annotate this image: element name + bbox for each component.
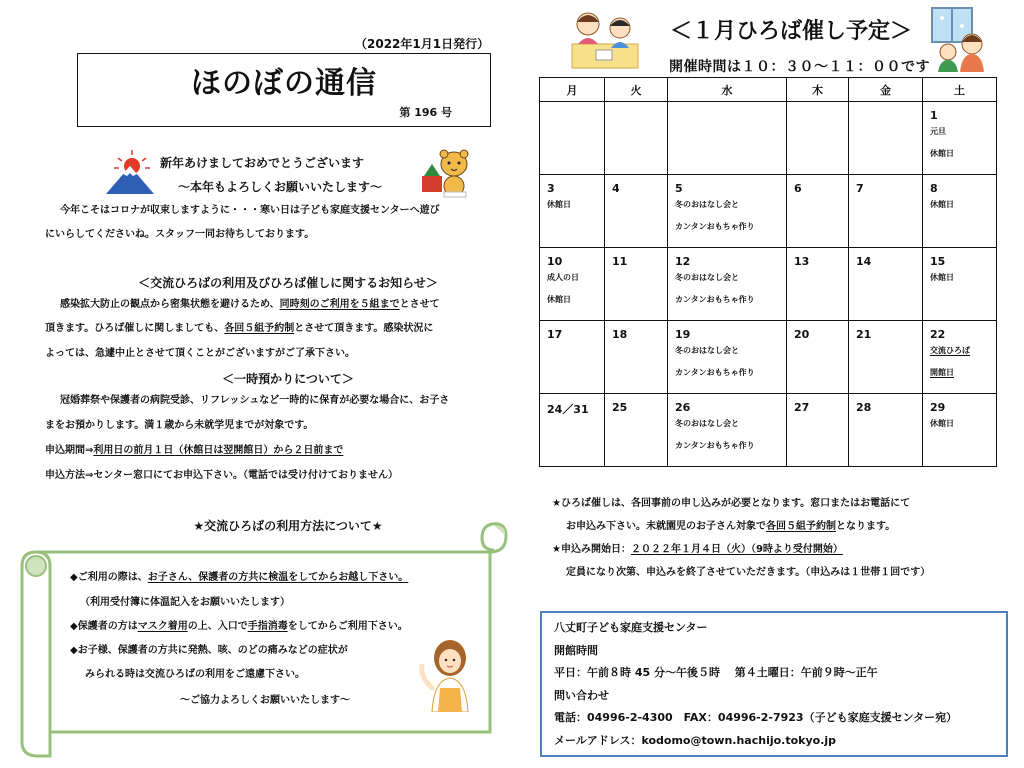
calendar-day-cell [923, 102, 997, 175]
day-event: 交流ひろば [930, 346, 970, 355]
calendar-day-cell [849, 248, 923, 321]
calendar-day-cell [923, 394, 997, 467]
notice-emphasis-1: 同時刻のご利用を５組まで [279, 299, 400, 310]
note-line-3: ★申込み開始日：２０２２年１月４日（火）（9時より受付開始） [552, 544, 843, 555]
day-event: 冬のおはなし会と [675, 273, 739, 282]
center-name: 八丈町子ども家庭支援センター [554, 621, 708, 634]
event-notes [552, 492, 930, 584]
note-line-2: お申込み下さい。未就園児のお子さん対象で各回５組予約制となります。 [566, 521, 896, 532]
issue-number: 第 196 号 [399, 106, 452, 119]
weekday-header: 火 [605, 78, 668, 102]
calendar-day-cell [923, 175, 997, 248]
calendar-day-cell [923, 248, 997, 321]
calendar-day-cell [605, 394, 668, 467]
day-event: 冬のおはなし会と [675, 419, 739, 428]
calendar-day-cell [668, 102, 787, 175]
center-info-box [540, 611, 1008, 757]
day-number: 11 [612, 255, 628, 268]
childcare-application-method: 申込方法⇒センター窓口にてお申込下さい。（電話では受け付けておりません） [45, 470, 398, 481]
greeting-line-1: 新年あけましておめでとうございます [160, 156, 365, 170]
calendar-day-cell [540, 248, 605, 321]
day-event: 開館日 [930, 368, 954, 377]
weekday-header: 金 [849, 78, 923, 102]
notice-emphasis-2: 各回５組予約制 [224, 323, 295, 334]
masthead [77, 53, 491, 127]
day-number: 13 [794, 255, 810, 268]
day-event: カンタンおもちゃ作り [675, 441, 755, 450]
usage-closing: ～ご協力よろしくお願いいたします～ [180, 695, 350, 706]
day-number: 19 [675, 328, 691, 341]
calendar-title: ＜１月ひろば催し予定＞ [670, 19, 913, 44]
usage-item-3: ◆お子様、保護者の方共に発熱、咳、のどの痛みなどの症状が [70, 645, 348, 656]
calendar-day-cell [849, 175, 923, 248]
weekday-header: 木 [787, 78, 849, 102]
notice-line-3: よっては、急遽中止とさせて頂くことがございますがご了承下さい。 [45, 348, 355, 359]
greeting-body-2: にいらしてくださいね。スタッフ一同お待ちしております。 [45, 229, 315, 240]
calendar-day-cell [849, 102, 923, 175]
children-playing-icon [566, 4, 644, 72]
day-number: 24／31 [547, 403, 589, 416]
day-event: 元旦 [930, 127, 946, 136]
calendar-week-row [540, 175, 997, 248]
calendar-day-cell [668, 321, 787, 394]
day-event: カンタンおもちゃ作り [675, 295, 755, 304]
day-number: 1 [930, 109, 938, 122]
day-event: カンタンおもちゃ作り [675, 368, 755, 377]
calendar-day-cell [668, 248, 787, 321]
tiger-mascot-icon [418, 146, 474, 198]
day-event: 休館日 [547, 295, 571, 304]
day-number: 14 [856, 255, 872, 268]
calendar-week-row [540, 394, 997, 467]
center-hours-label: 開館時間 [554, 643, 598, 657]
calendar-day-cell [605, 321, 668, 394]
calendar-day-cell [923, 321, 997, 394]
day-event: 休館日 [930, 200, 954, 209]
center-email[interactable]: メールアドレス：kodomo@town.hachijo.tokyo.jp [554, 733, 837, 747]
day-number: 12 [675, 255, 691, 268]
note-line-1: ★ひろば催しは、各回事前の申し込みが必要となります。窓口またはお電話にて [552, 498, 911, 509]
calendar-day-cell [540, 102, 605, 175]
day-event: カンタンおもちゃ作り [675, 222, 755, 231]
day-number: 22 [930, 328, 946, 341]
event-hours: 開催時間は１０：３０～１１：００です [669, 59, 930, 75]
day-number: 20 [794, 328, 810, 341]
calendar-week-row [540, 248, 997, 321]
usage-item-1: ◆ご利用の際は、お子さん、保護者の方共に検温をしてからお越し下さい。 [70, 572, 409, 583]
calendar-day-cell [605, 248, 668, 321]
children-window-icon [928, 4, 992, 74]
weekday-header: 水 [668, 78, 787, 102]
greeting-line-2: ～本年もよろしくお願いいたします～ [178, 180, 383, 194]
center-phone: 電話：04996-2-4300 FAX：04996-2-7923（子ども家庭支援センター宛） [554, 711, 958, 724]
day-event: 休館日 [930, 149, 954, 158]
greeting-body-1: 今年こそはコロナが収束しますように・・・寒い日は子ども家庭支援センターへ遊び [60, 205, 440, 216]
day-number: 28 [856, 401, 872, 414]
calendar-day-cell [787, 321, 849, 394]
calendar-day-cell [540, 175, 605, 248]
day-number: 4 [612, 182, 620, 195]
calendar-week-row [540, 102, 997, 175]
childcare-heading: ＜一時預かりについて＞ [222, 372, 354, 386]
day-number: 17 [547, 328, 563, 341]
calendar-day-cell [787, 175, 849, 248]
calendar-day-cell [849, 321, 923, 394]
childcare-line-1: 冠婚葬祭や保護者の病院受診、リフレッシュなど一時的に保育が必要な場合に、お子さ [60, 395, 450, 406]
day-number: 18 [612, 328, 628, 341]
calendar-week-row [540, 321, 997, 394]
day-event: 休館日 [930, 273, 954, 282]
center-contact-label: 問い合わせ [554, 688, 609, 702]
day-number: 21 [856, 328, 872, 341]
day-event: 冬のおはなし会と [675, 346, 739, 355]
calendar-day-cell [787, 394, 849, 467]
calendar-day-cell [787, 102, 849, 175]
day-number: 7 [856, 182, 864, 195]
calendar-day-cell [849, 394, 923, 467]
notice-line-1: 感染拡大防止の観点から密集状態を避けるため、同時刻のご利用を５組までとさせて [60, 299, 440, 310]
weekday-header: 月 [540, 78, 605, 102]
day-event: 休館日 [547, 200, 571, 209]
usage-item-1-note: （利用受付簿に体温記入をお願いいたします） [80, 597, 290, 608]
day-event: 成人の日 [547, 273, 579, 282]
childcare-line-2: まをお預かりします。満１歳から未就学児までが対象です。 [45, 420, 314, 431]
issue-date: （2022年1月1日発行） [355, 37, 490, 51]
day-number: 6 [794, 182, 802, 195]
day-number: 3 [547, 182, 555, 195]
day-number: 27 [794, 401, 810, 414]
newsletter-title: ほのぼの通信 [191, 66, 377, 101]
childcare-application-period: 申込期間⇒利用日の前月１日（休館日は翌開館日）から２日前まで [45, 445, 344, 456]
day-number: 25 [612, 401, 628, 414]
weekday-header: 土 [923, 78, 997, 102]
event-calendar [539, 77, 997, 467]
usage-item-2: ◆保護者の方はマスク着用の上、入口で手指消毒をしてからご利用下さい。 [70, 621, 408, 632]
notice-heading: ＜交流ひろばの利用及びひろば催しに関するお知らせ＞ [138, 276, 438, 290]
day-number: 5 [675, 182, 683, 195]
center-hours: 平日：午前８時 45 分～午後５時 第４土曜日：午前９時～正午 [554, 666, 878, 679]
calendar-day-cell [668, 175, 787, 248]
day-event: 冬のおはなし会と [675, 200, 739, 209]
calendar-day-cell [605, 175, 668, 248]
calendar-day-cell [540, 394, 605, 467]
day-number: 26 [675, 401, 691, 414]
note-line-4: 定員になり次第、申込みを終了させていただきます。（申込みは１世帯１回です） [566, 567, 931, 578]
day-number: 15 [930, 255, 946, 268]
sunrise-mountain-icon [104, 146, 156, 198]
day-number: 29 [930, 401, 946, 414]
calendar-day-cell [787, 248, 849, 321]
notice-line-2: 頂きます。ひろば催しに関しましても、各回５組予約制とさせて頂きます。感染状況に [45, 323, 434, 334]
day-number: 10 [547, 255, 563, 268]
calendar-day-cell [605, 102, 668, 175]
usage-heading: ★交流ひろばの利用方法について★ [193, 519, 383, 533]
staff-woman-icon [412, 636, 480, 712]
calendar-day-cell [668, 394, 787, 467]
day-number: 8 [930, 182, 938, 195]
usage-item-3-cont: みられる時は交流ひろばの利用をご遠慮下さい。 [85, 669, 305, 680]
calendar-day-cell [540, 321, 605, 394]
day-event: 休館日 [930, 419, 954, 428]
